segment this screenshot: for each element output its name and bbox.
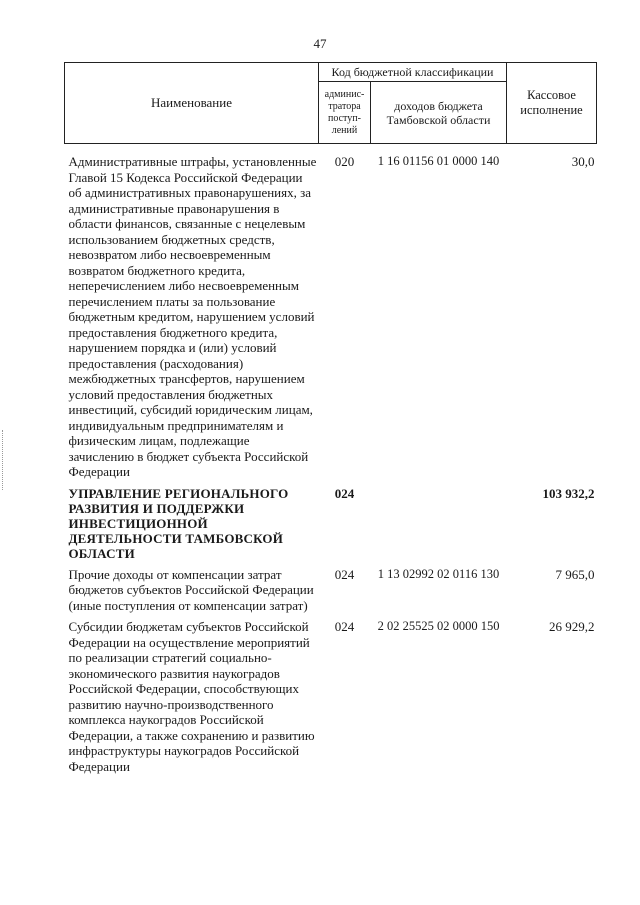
row-amount: 103 932,2 (542, 485, 595, 501)
row-name: Субсидии бюджетам субъектов Российской Федерации на осуществление мероприятий по реализации стратегий социально-экономического развития наукоградов Российской Федерации, способствующих развитию научно-производственного комплекса наукоградов Российской Федерации, а также сохранению и развитию инфраструктуры наукоградов Российской Федерации (68, 619, 315, 774)
table-row (65, 567, 597, 620)
row-amount: 26 929,2 (549, 619, 595, 634)
table-header (65, 63, 597, 144)
budget-table (64, 62, 597, 780)
row-name: Административные штрафы, установленные Главой 15 Кодекса Российской Федерации об административных правонарушениях, за административные правонарушения в области финансов, связанные с нецелевым использованием бюджетных средств, невозвратом либо несвоевременным возвратом бюджетного кредита, неперечислением либо несвоевременным перечислением платы за пользование бюджетным кредитом, нарушением условий предоставления бюджетного кредита, нарушением порядка и (или) условий предоставления (расходования) межбюджетных трансфертов, нарушением условий предоставления бюджетных инвестиций, субсидий юридическим лицам, индивидуальным предпринимателям и физическим лицам, подлежащие зачислению в бюджет субъекта Российской Федерации (68, 154, 317, 479)
row-income-code: 1 16 01156 01 0000 140 (377, 154, 500, 168)
table-row-section (65, 486, 597, 567)
table-row (65, 619, 597, 780)
row-name: УПРАВЛЕНИЕ РЕГИОНАЛЬНОГО РАЗВИТИЯ И ПОДДЕРЖКИ ИНВЕСТИЦИОННОЙ ДЕЯТЕЛЬНОСТИ ТАМБОВСКОЙ ОБЛАСТИ (68, 485, 289, 561)
row-admin-code: 024 (334, 485, 355, 501)
row-amount: 30,0 (571, 154, 595, 169)
header-kbk-group: Код бюджетной классификации (319, 63, 507, 82)
row-admin-code: 024 (334, 619, 355, 634)
row-income-code: 2 02 25525 02 0000 150 (377, 619, 500, 633)
row-income-code (371, 486, 507, 567)
row-name: Прочие доходы от компенсации затрат бюджетов субъектов Российской Федерации (иные поступления от компенсации затрат) (68, 566, 314, 613)
page-number: 47 (313, 36, 327, 51)
row-admin-code: 024 (334, 566, 355, 582)
row-income-code: 1 13 02992 02 0116 130 (377, 566, 500, 581)
scan-artifact (2, 430, 6, 490)
header-amount: Кассовое исполнение (507, 63, 597, 144)
table-row (65, 144, 597, 486)
header-admin-code: админис-тратора поступ-лений (319, 82, 371, 144)
row-admin-code: 020 (334, 154, 355, 169)
row-amount: 7 965,0 (555, 566, 595, 582)
header-name: Наименование (65, 63, 319, 144)
header-income-code: доходов бюджета Тамбовской области (371, 82, 507, 144)
